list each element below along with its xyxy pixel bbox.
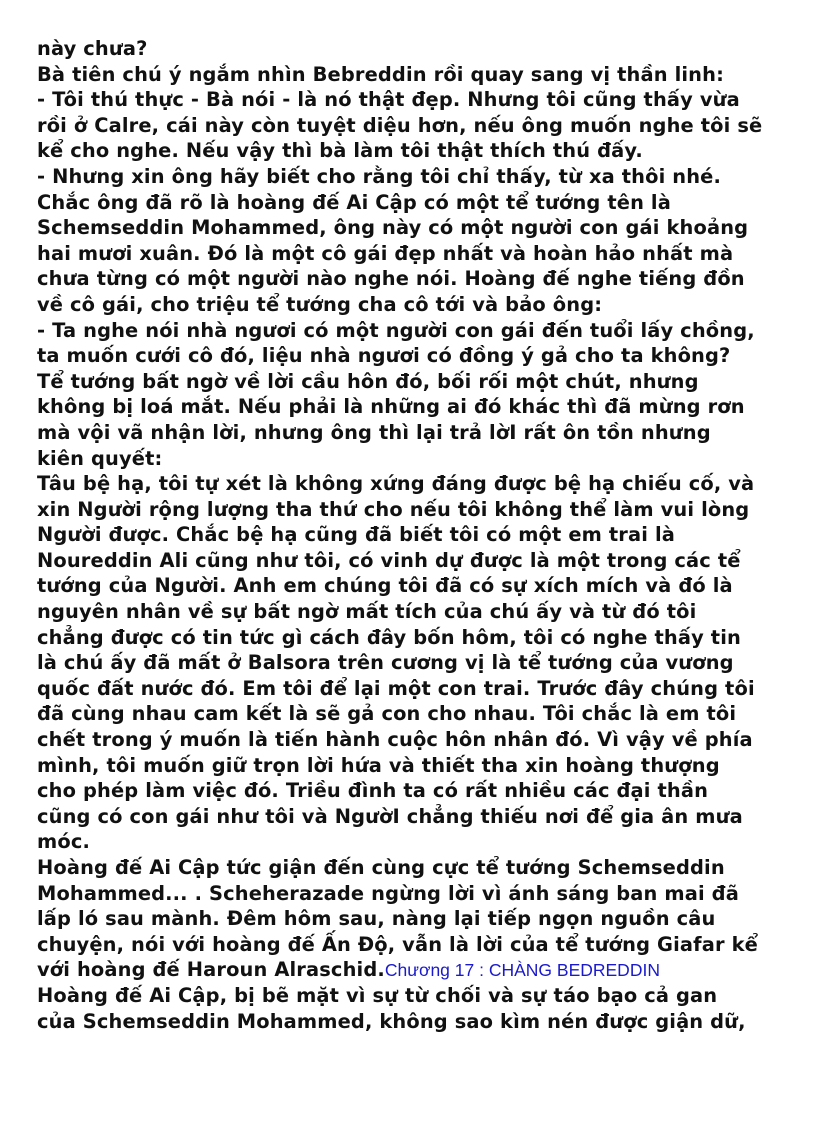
text-line: về cô gái, cho triệu tể tướng cha cô tới và bảo ông:	[37, 292, 603, 316]
text-body-continued	[37, 983, 797, 1034]
text-line: Hoàng đế Ai Cập, bị bẽ mặt vì sự từ chối và sự táo bạo cả gan	[37, 983, 718, 1007]
text-line: lấp ló sau mành. Đêm hôm sau, nàng lại tiếp ngọn nguồn câu	[37, 907, 716, 931]
text-line: kiên quyết:	[37, 446, 163, 470]
text-line: Noureddin Ali cũng như tôi, có vinh dự được là một trong các tể	[37, 548, 741, 572]
text-line: Chắc ông đã rõ là hoàng đế Ai Cập có một tể tướng tên là	[37, 190, 671, 214]
text-line: Mohammed... . Scheherazade ngừng lời vì ánh sáng ban mai đã	[37, 881, 739, 905]
chapter-heading: Chương 17 : CHÀNG BEDREDDIN	[384, 960, 660, 981]
text-line: của Schemseddin Mohammed, không sao kìm nén được giận dữ,	[37, 1009, 746, 1033]
text-line: xin Người rộng lượng tha thứ cho nếu tôi không thể làm vui lòng	[37, 497, 750, 521]
text-line: mình, tôi muốn giữ trọn lời hứa và thiết tha xin hoàng thượng	[37, 753, 720, 777]
text-line: mà vội vã nhận lời, nhưng ông thì lại trả lờI rất ôn tồn nhưng	[37, 420, 711, 444]
text-body	[37, 36, 797, 957]
text-line: chết trong ý muốn là tiến hành cuộc hôn nhân đó. Vì vậy về phía	[37, 728, 753, 752]
text-line: chuyện, nói với hoàng đế Ấn Độ, vẫn là lời của tể tướng Giafar kể	[37, 932, 758, 956]
text-line: đã cùng nhau cam kết là sẽ gả con cho nhau. Tôi chắc là em tôi	[37, 702, 737, 726]
text-line: kể cho nghe. Nếu vậy thì bà làm tôi thật thích thú đấy.	[37, 139, 643, 163]
text-line: hai mươi xuân. Đó là một cô gái đẹp nhất và hoàn hảo nhất mà	[37, 241, 734, 265]
text-line: nguyên nhân về sự bất ngờ mất tích của chú ấy và từ đó tôi	[37, 600, 697, 624]
text-line: Tâu bệ hạ, tôi tự xét là không xứng đáng được bệ hạ chiếu cố, và	[37, 472, 755, 496]
text-line: chưa từng có một người nào nghe nói. Hoàng đế nghe tiếng đồn	[37, 267, 745, 291]
text-line: Tể tướng bất ngờ về lời cầu hôn đó, bối rối một chút, nhưng	[37, 369, 699, 393]
text-line: Bà tiên chú ý ngắm nhìn Bebreddin rồi quay sang vị thần linh:	[37, 62, 724, 86]
text-line: Người được. Chắc bệ hạ cũng đã biết tôi có một em trai là	[37, 523, 675, 547]
text-line: - Nhưng xin ông hãy biết cho rằng tôi chỉ thấy, từ xa thôi nhé.	[37, 164, 722, 188]
text-line: quốc đất nước đó. Em tôi để lại một con trai. Trước đây chúng tôi	[37, 676, 755, 700]
text-line: Hoàng đế Ai Cập tức giận đến cùng cực tể tướng Schemseddin	[37, 856, 725, 879]
text-line: cũng có con gái như tôi và NgườI chẳng thiếu nơi để gia ân mưa	[37, 804, 743, 828]
text-line: cho phép làm việc đó. Triều đình ta có rất nhiều các đại thần	[37, 779, 709, 803]
text-line-end: với hoàng đế Haroun Alraschid.	[37, 958, 385, 982]
text-line: tướng của Người. Anh em chúng tôi đã có sự xích mích và đó là	[37, 574, 733, 598]
text-line: rồi ở Calre, cái này còn tuyệt diệu hơn, nếu ông muốn nghe tôi sẽ	[37, 113, 763, 137]
text-line: ta muốn cưới cô đó, liệu nhà ngươi có đồng ý gả cho ta không?	[37, 344, 731, 368]
text-line: móc.	[37, 830, 90, 854]
text-line	[37, 957, 797, 983]
text-line: này chưa?	[37, 37, 148, 60]
text-line: - Ta nghe nói nhà ngươi có một người con gái đến tuổi lấy chồng,	[37, 318, 755, 342]
text-line: Schemseddin Mohammed, ông này có một người con gái khoảng	[37, 216, 749, 240]
text-line: chẳng được có tin tức gì cách đây bốn hôm, tôi có nghe thấy tin	[37, 625, 741, 649]
text-line: là chú ấy đã mất ở Balsora trên cương vị là tể tướng của vương	[37, 651, 734, 675]
text-line: - Tôi thú thực - Bà nói - là nó thật đẹp. Nhưng tôi cũng thấy vừa	[37, 88, 740, 112]
text-line: không bị loá mắt. Nếu phải là những ai đó khác thì đã mừng rơn	[37, 395, 745, 419]
document-page	[37, 36, 797, 1034]
